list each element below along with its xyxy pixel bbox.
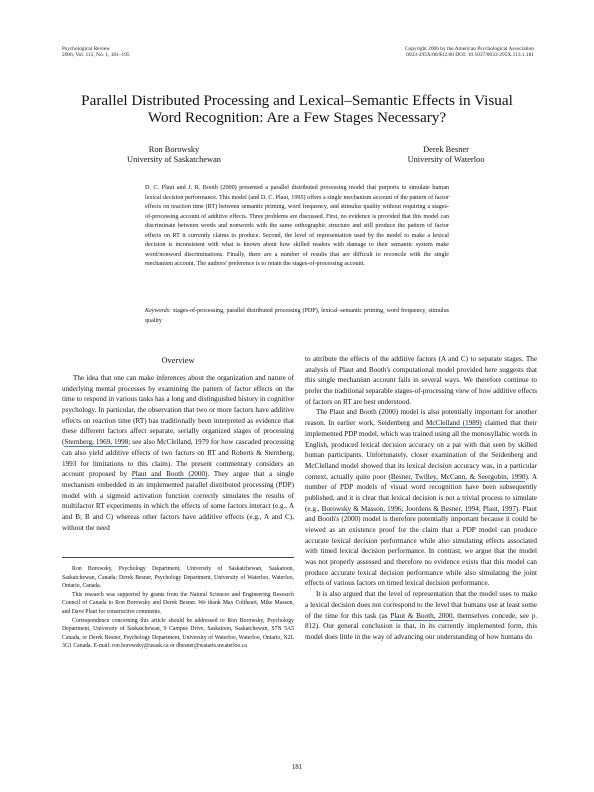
- citation-link[interactable]: Joordens & Besner, 1994: [405, 504, 479, 513]
- section-heading: Overview: [161, 356, 195, 365]
- article-title: [40, 92, 554, 126]
- citation-link[interactable]: Besner, Twilley, McCann, & Seergobin, 1990: [390, 472, 526, 481]
- author-affiliation: University of Saskatchewan: [127, 155, 221, 164]
- citation-link[interactable]: Plaut, 1997: [482, 504, 516, 513]
- journal-volume: 2006, Vol. 113, No. 1, 181–195: [62, 52, 130, 59]
- abstract: D. C. Plaut and J. R. Booth (2000) presented a parallel distributed processing model that purports to simulate human lexical decision performance. This model (and D. C. Plaut, 1995) offers a single mechanism account of the pattern of factor effects on reaction time (RT) between semantic priming, word frequency, and stimulus quality without requiring a stages-of-processing account of additive effects. Three problems are discussed. First, no evidence is provided that this model can discriminate between words and nonwords with the same orthographic structure and still produce the pattern of factor effects on RT it currently claims to produce. Second, the level of representation used by the model to make a lexical decision is inconsistent with what is known about how skilled readers with damage to their semantic system make word/nonword discriminations. Finally, there are a number of results that are difficult to reconcile with the single mechanism account. The authors' preference is to retain the stages-of-processing account.: [145, 185, 449, 268]
- page-number: 181: [291, 763, 303, 771]
- citation-link[interactable]: Sternberg, 1969, 1998: [64, 438, 129, 447]
- title-line-2: Word Recognition: Are a Few Stages Necessary?: [147, 109, 447, 126]
- author-name: Derek Besner: [423, 145, 469, 154]
- column-right: [305, 354, 537, 643]
- paragraph: The idea that one can make inferences about the organization and nature of underlying mental processes by examining the pattern of factor effects on the time to respond in various tasks has a long and distinguished history in cognitive psychology. In particular, the observation that two or more factors have additive effects on reaction time (RT) has traditionally been interpreted as evidence that these different factors affect separate, serially organized stages of processing (Sternberg, 1969, 1998; see also McClelland, 1979 for how cascaded processing can also yield additive effects of two factors on RT and Roberts & Sternberg, 1993 for limitations to this claim). The present commentary considers an account proposed by Plaut and Booth (2000). They argue that a single mechanism embedded in an implemented parallel distributed processing (PDP) model with a sigmoid activation function correctly simulates the results of multifactor RT experiments in which the effects of some factors interact (e.g., A and B; B and C) whereas other factors have additive effects (e.g., A and C), without the need: [62, 374, 294, 532]
- citation-link[interactable]: Borowsky & Masson, 1996: [321, 504, 402, 513]
- footnote-funding: This research was supported by grants from the Natural Sciences and Engineering Research Council of Canada to Ron Borowsky and Derek Besner. We thank Max Coltheart, Mike Masson, and Dave Plaut for constructive comments.: [62, 591, 294, 615]
- author-name: Ron Borowsky: [148, 145, 200, 154]
- journal-name: Psychological Review: [62, 46, 111, 52]
- footnotes: [62, 565, 294, 651]
- citation-link[interactable]: Plaut & Booth, 2000: [390, 611, 453, 620]
- copyright-header: [405, 46, 534, 59]
- paragraph: The Plaut and Booth (2000) model is also potentially important for another reason. In earlier work, Seidenberg and McClelland (1989) claimed that their implemented PDP model, which was trained using all the monosyllabic words in English, produced lexical decision accuracy on a par with that seen by skilled human participants. Unfortunately, closer examination of the Seidenberg and McClelland model showed that its lexical decision accuracy was, in a particular context, actually quite poor (Besner, Twilley, McCann, & Seergobin, 1990). A number of PDP models of visual word recognition have been subsequently published, and it is clear that lexical decision is not a trivial process to simulate (e.g., Borowsky & Masson, 1996; Joordens & Besner, 1994; Plaut, 1997). Plaut and Booth's (2000) model is therefore potentially important because it could be viewed as an existence proof for the claim that a PDP model can produce accurate lexical decision performance while also simulating effects associated with timed lexical decision performance. In contrast, we argue that the model was not properly assessed and therefore no evidence exists that this model can produce accurate lexical decision performance while also simulating the joint effects of various factors on timed lexical decision performance.: [305, 408, 537, 588]
- citation-link[interactable]: McClelland (1989): [425, 419, 482, 428]
- footnote-correspondence: Correspondence concerning this article should be addressed to Ron Borowsky, Psychology Department, University of Saskatchewan, 9 Campus Drive, Saskatoon, Saskatchewan, S7N 5A5 Canada, or Derek Besner, Psychology Department, University of Waterloo, Waterloo, Ontario, N2L 3G1 Canada. E-mail: ron.borowsky@usask.ca or dbesner@watarts.uwaterloo.ca: [62, 617, 294, 650]
- footnote-divider: [62, 557, 294, 558]
- footnote-affiliations: Ron Borowsky, Psychology Department, University of Saskatchewan, Saskatoon, Saskatchewan, Canada; Derek Besner, Psychology Department, University of Waterloo, Waterloo, Ontario, Canada.: [62, 566, 294, 590]
- citation-link[interactable]: Plaut and Booth (2000): [131, 470, 208, 479]
- title-line-1: Parallel Distributed Processing and Lexical–Semantic Effects in Visual: [81, 92, 513, 109]
- paragraph: It is also argued that the level of representation that the model uses to make a lexical decision does not correspond to the level that humans use at least some of the time for this task (as Plaut & Booth, 2000, themselves concede, see p. 812). Our general conclusion is that, in its currently implemented form, this model does little in the way of advancing our understanding of how humans do: [305, 590, 537, 641]
- author-1: [104, 145, 244, 165]
- issn-doi-line: 0033-295X/06/$12.00 DOI: 10.1037/0033-295X.113.1.181: [406, 52, 534, 59]
- column-left: [62, 373, 294, 533]
- journal-header: [62, 46, 130, 59]
- paragraph: to attribute the effects of the additive factors (A and C) to separate stages. The analysis of Plaut and Booth's computational model provided here suggests that this single mechanism account fails in several ways. We therefore continue to prefer the traditional separable stages-of-processing view of how additive effects of factors on RT are best understood.: [305, 355, 537, 406]
- author-2: [376, 145, 516, 165]
- keywords: [145, 307, 449, 326]
- copyright-line: Copyright 2006 by the American Psychological Association: [404, 46, 534, 52]
- author-affiliation: University of Waterloo: [407, 155, 485, 164]
- keywords-text: stages-of-processing, parallel distributed processing (PDP), lexical–semantic priming, word frequency, stimulus quality: [145, 308, 449, 324]
- keywords-label: Keywords:: [145, 308, 172, 314]
